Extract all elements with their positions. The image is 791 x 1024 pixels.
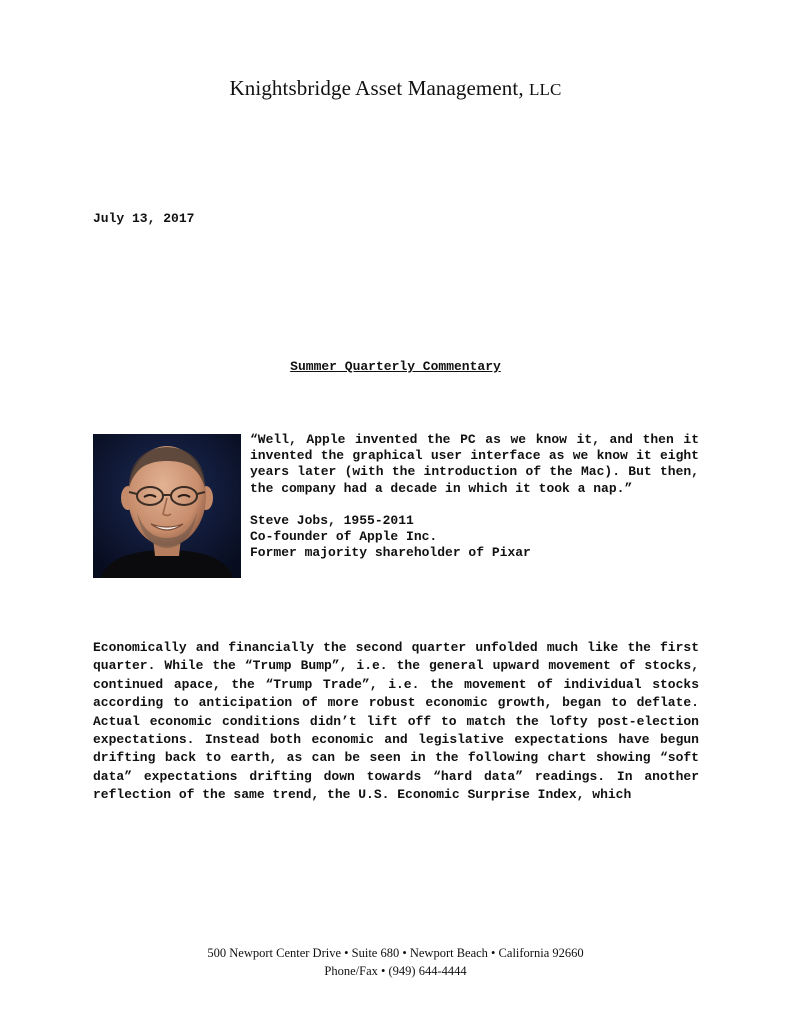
footer-address: 500 Newport Center Drive • Suite 680 • Newport Beach • California 92660: [207, 946, 584, 960]
attribution-line: Co-founder of Apple Inc.: [250, 529, 438, 545]
quote-block: [250, 432, 699, 561]
attribution-line: Former majority shareholder of Pixar: [250, 545, 531, 561]
company-suffix: LLC: [529, 80, 562, 99]
footer: [0, 944, 791, 980]
body-paragraph: Economically and financially the second quarter unfolded much like the first quarter. While the “Trump Bump”, i.e. the general upward movement of stocks, continued apace, the “Trump Trade”, i.e. the movement of individual stocks according to anticipation of more robust economic growth, began to deflate. Actual economic conditions didn’t lift off to match the lofty post-election expectations. Instead both economic and legislative expectations have begun drifting back to earth, as can be seen in the following chart showing “soft data” expectations drifting down towards “hard data” readings. In another reflection of the same trend, the U.S. Economic Surprise Index, which: [93, 640, 699, 803]
section-title: Summer Quarterly Commentary: [290, 359, 501, 374]
footer-phone: Phone/Fax • (949) 644-4444: [324, 964, 467, 978]
letterhead: [0, 76, 791, 101]
attribution-line: Steve Jobs, 1955-2011: [250, 512, 414, 528]
quote-text: “Well, Apple invented the PC as we know it, and then it invented the graphical user interface as we know it eight years later (with the introduction of the Mac). But then, the company had a decade in which it took a nap.”: [250, 432, 699, 496]
portrait-photo: [93, 434, 241, 578]
company-name: Knightsbridge Asset Management,: [229, 76, 524, 100]
letter-date: July 13, 2017: [93, 211, 195, 226]
quote-attribution: [250, 513, 699, 562]
